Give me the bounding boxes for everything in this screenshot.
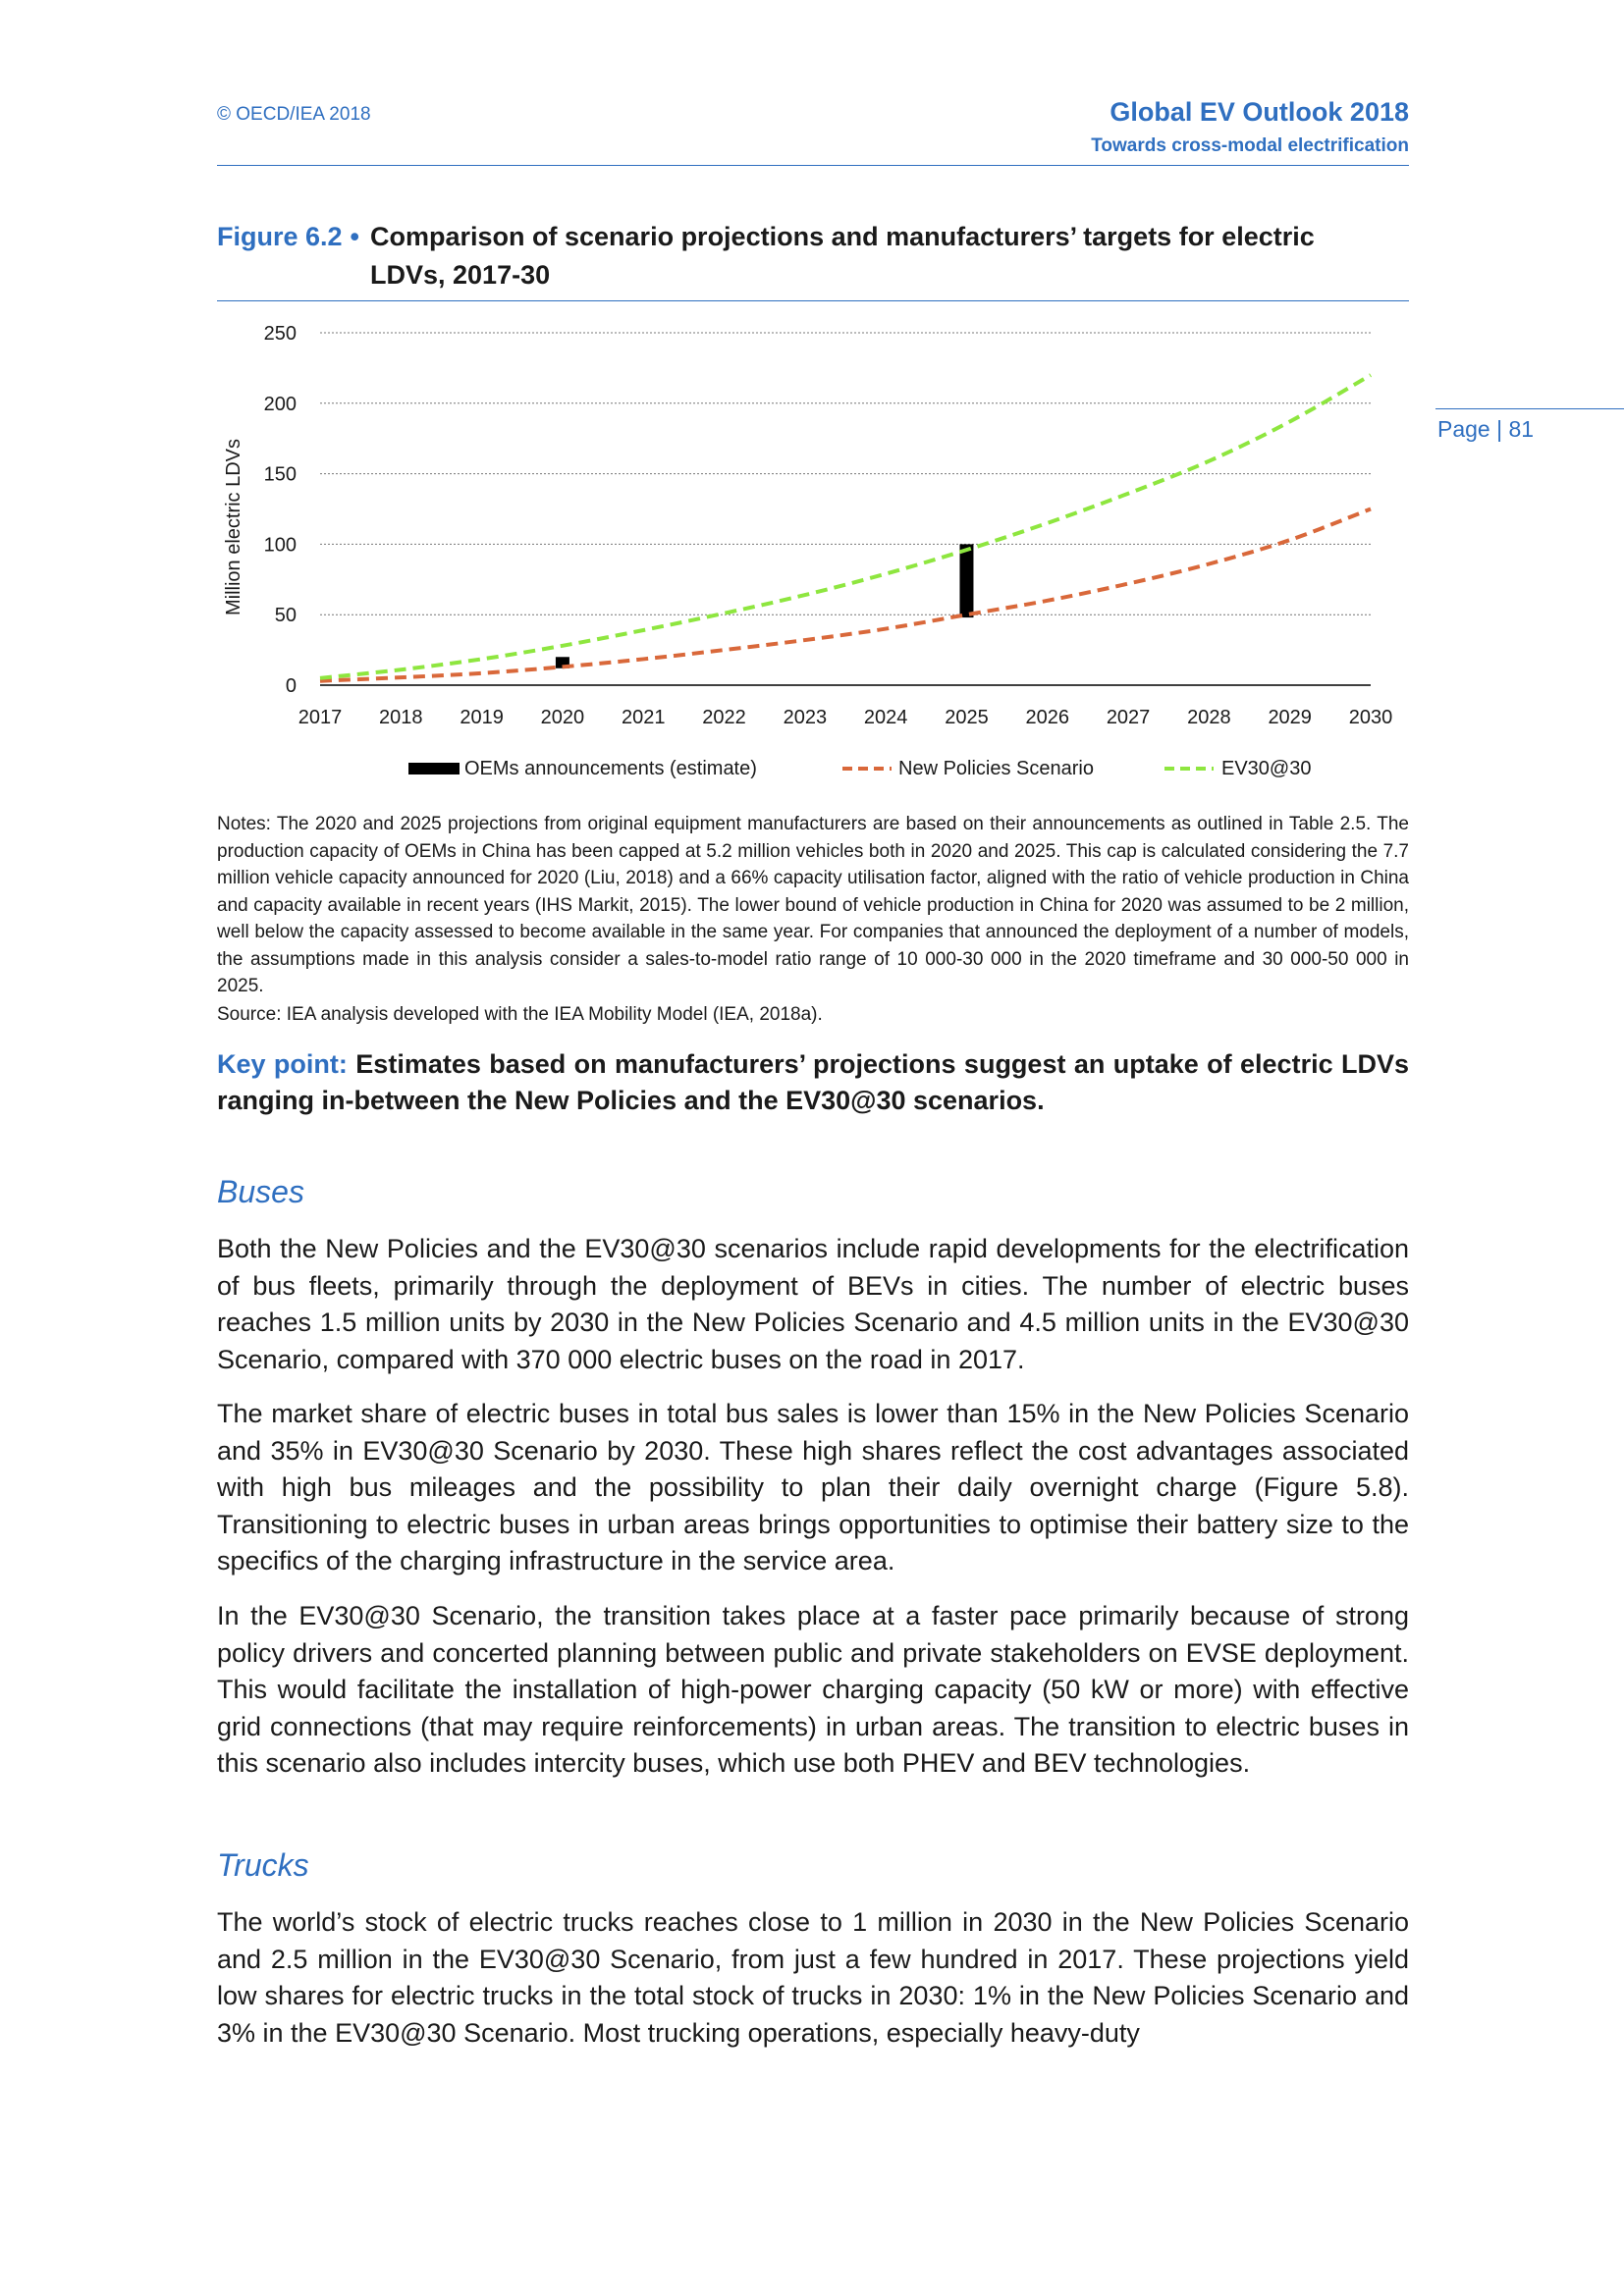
- key-point-text: Estimates based on manufacturers’ projections suggest an uptake of electric LDVs ranging in-between the New Policies and the EV30@30 scenarios.: [217, 1049, 1410, 1115]
- y-axis-label: Million electric LDVs: [223, 438, 244, 616]
- report-title: Global EV Outlook 2018: [1110, 97, 1409, 127]
- buses-paragraph-1: Both the New Policies and the EV30@30 scenarios include rapid developments for the electrification of bus fleets, primarily through the deployment of BEVs in cities. The number of electric buses reaches 1.5 million units by 2030 in the New Policies Scenario and 4.5 million units in the EV30@30 Scenario, compared with 370 000 electric buses on the road in 2017.: [217, 1234, 1409, 1374]
- y-axis-ticks: [264, 323, 297, 697]
- new-policies-scenario-line: [320, 509, 1371, 681]
- copyright-label: © OECD/IEA 2018: [217, 104, 371, 125]
- figure-bullet: •: [350, 222, 359, 251]
- y-tick-label: 100: [263, 534, 297, 557]
- x-tick-label: 2021: [621, 707, 666, 728]
- ev30-scenario-line: [320, 375, 1371, 678]
- ev-ldv-projection-chart: [0, 0, 1624, 805]
- oem-announcement-bar: [959, 544, 973, 617]
- x-tick-label: 2026: [1025, 707, 1070, 728]
- key-point-label: Key point:: [217, 1049, 348, 1079]
- figure-label: Figure 6.2: [217, 222, 343, 251]
- section-heading-buses: Buses: [217, 1174, 304, 1209]
- chart-series: [320, 375, 1371, 681]
- y-tick-label: 250: [263, 323, 297, 345]
- report-subtitle: Towards cross-modal electrification: [1091, 135, 1409, 156]
- legend-label-ev30: EV30@30: [1221, 758, 1312, 779]
- buses-paragraph-3: In the EV30@30 Scenario, the transition takes place at a faster pace primarily because of strong policy drivers and concerted planning between public and private stakeholders on EVSE deployment. This would facilitate the installation of high-power charging capacity (50 kW or more) with effective grid connections (that may require reinforcements) in urban areas. The transition to electric buses in this scenario also includes intercity buses, which use both PHEV and BEV technologies.: [217, 1601, 1409, 1778]
- x-tick-label: 2024: [863, 707, 908, 728]
- section-heading-trucks: Trucks: [217, 1847, 309, 1883]
- y-tick-label: 50: [274, 605, 297, 627]
- x-tick-label: 2020: [540, 707, 585, 728]
- y-tick-label: 200: [263, 393, 297, 415]
- x-tick-label: 2027: [1106, 707, 1151, 728]
- page-number: Page | 81: [1437, 416, 1535, 442]
- legend-label-oem: OEMs announcements (estimate): [464, 758, 757, 779]
- x-tick-label: 2023: [783, 707, 828, 728]
- x-tick-label: 2025: [945, 707, 989, 728]
- x-tick-label: 2022: [702, 707, 746, 728]
- figure-notes: Notes: The 2020 and 2025 projections from original equipment manufacturers are based on their announcements as outlined in Table 2.5. The production capacity of OEMs in China has been capped at 5.2 million vehicles both in 2020 and 2025. This cap is calculated considering the 7.7 million vehicle capacity announced for 2020 (Liu, 2018) and a 66% capacity utilisation factor, aligned with the ratio of vehicle production in China and capacity available in recent years (IHS Markit, 2015). The lower bound of vehicle production in China for 2020 was assumed to be 2 million, well below the capacity assessed to become available in the same year. For companies that announced the deployment of a number of models, the assumptions made in this analysis consider a sales-to-model ratio range of 10 000-30 000 in the 2020 timeframe and 30 000-50 000 in 2025.: [217, 814, 1409, 996]
- key-point: [217, 1046, 1409, 1119]
- x-tick-label: 2028: [1187, 707, 1231, 728]
- legend-label-nps: New Policies Scenario: [898, 758, 1094, 779]
- x-axis-ticks: [298, 707, 1393, 728]
- figure-source: Source: IEA analysis developed with the IEA Mobility Model (IEA, 2018a).: [217, 1004, 823, 1025]
- x-tick-label: 2030: [1348, 707, 1393, 728]
- trucks-paragraph-1: The world’s stock of electric trucks reaches close to 1 million in 2030 in the New Policies Scenario and 2.5 million in the EV30@30 Scenario, from just a few hundred in 2017. These projections yield low shares for electric trucks in the total stock of trucks in 2030: 1% in the New Policies Scenario and 3% in the EV30@30 Scenario. Most trucking operations, especially heavy-duty: [217, 1907, 1409, 2048]
- x-tick-label: 2029: [1268, 707, 1312, 728]
- chart-gridlines: [320, 333, 1371, 685]
- x-tick-label: 2017: [298, 707, 343, 728]
- y-tick-label: 150: [263, 463, 297, 486]
- legend-swatch-oem: [408, 763, 460, 774]
- x-tick-label: 2019: [460, 707, 504, 728]
- figure-title: Comparison of scenario projections and manufacturers’ targets for electric LDVs, 2017-30: [370, 222, 1315, 290]
- x-tick-label: 2018: [379, 707, 423, 728]
- buses-paragraph-2: The market share of electric buses in total bus sales is lower than 15% in the New Policies Scenario and 35% in EV30@30 Scenario by 2030. These high shares reflect the cost advantages associated with high bus mileages and the possibility to plan their daily overnight charge (Figure 5.8). Transitioning to electric buses in urban areas brings opportunities to optimise their battery size to the specifics of the charging infrastructure in the service area.: [217, 1399, 1409, 1575]
- y-tick-label: 0: [285, 675, 297, 697]
- chart-legend: [408, 758, 1311, 779]
